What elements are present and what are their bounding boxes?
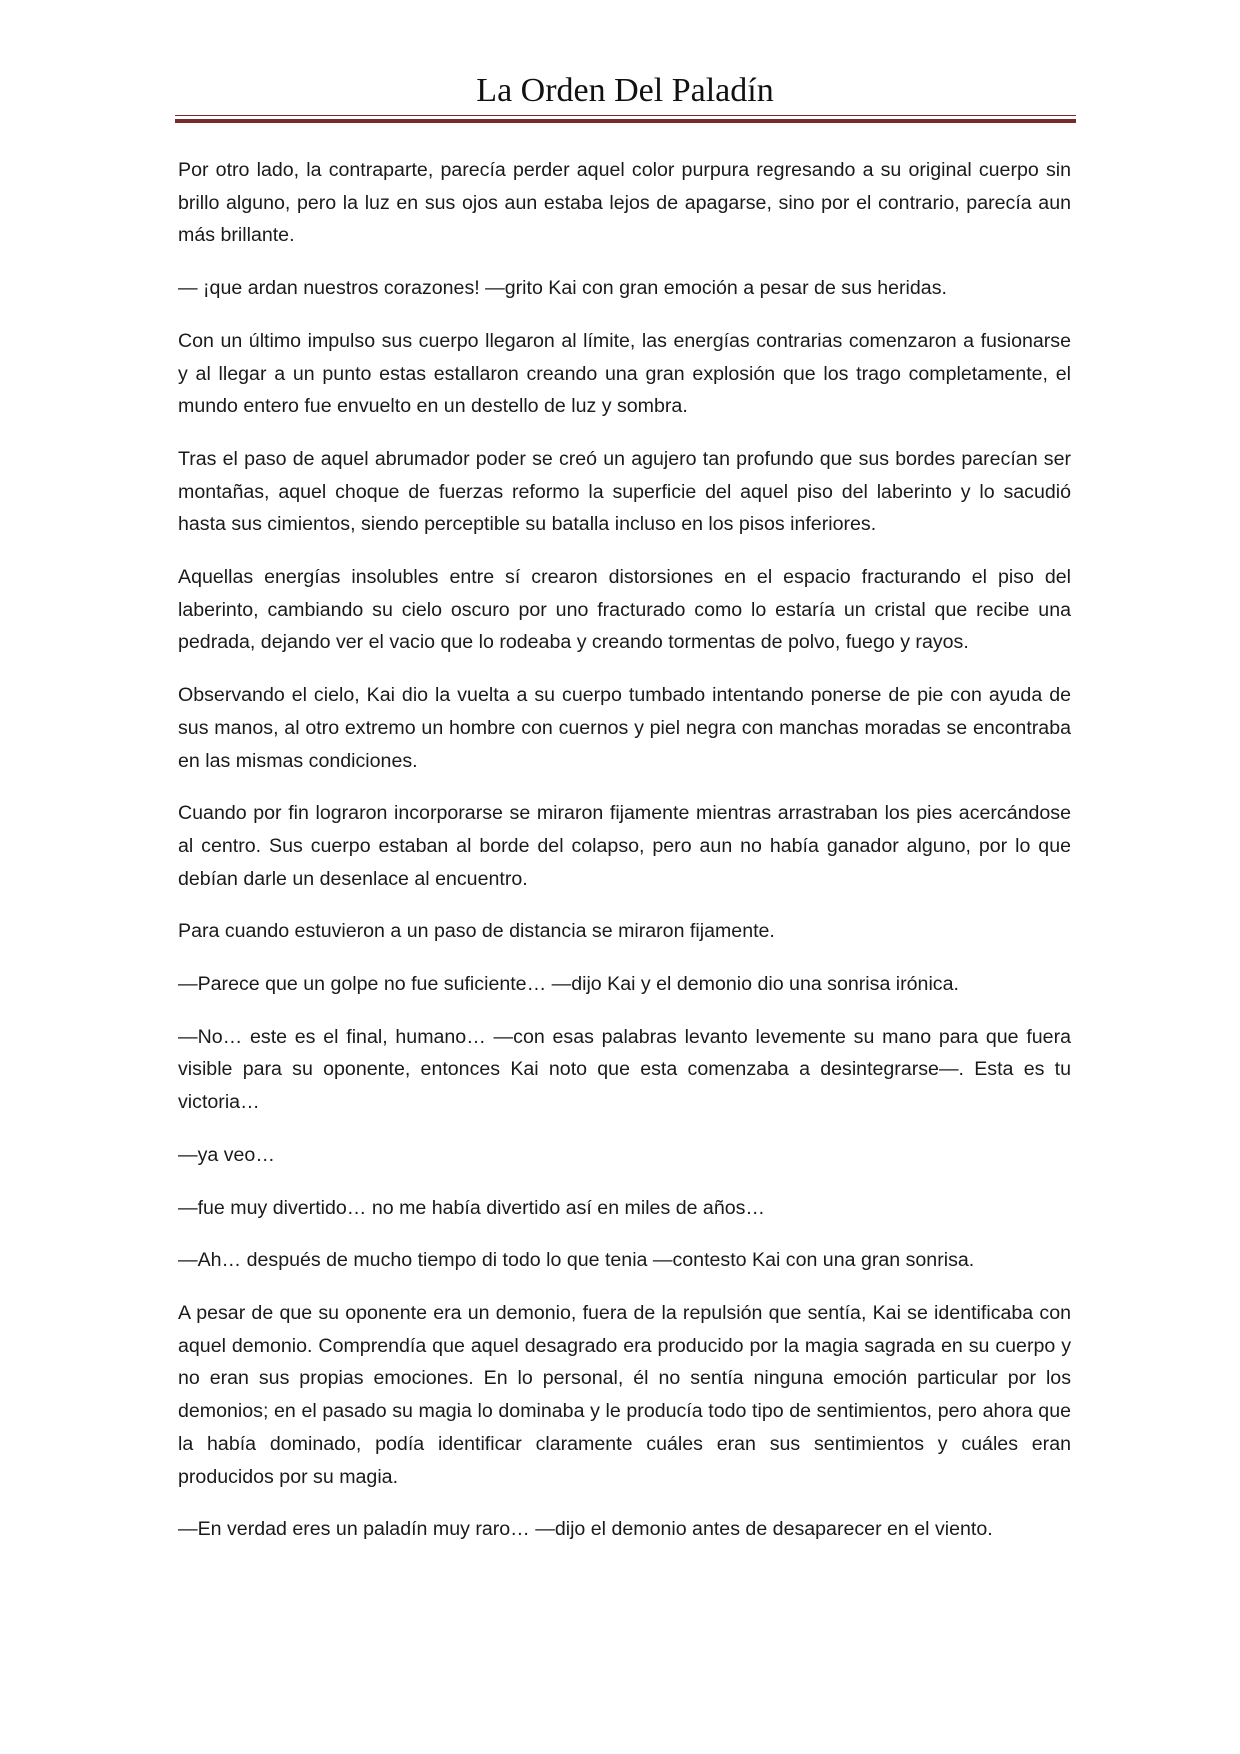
paragraph: —Ah… después de mucho tiempo di todo lo que tenia —contesto Kai con una gran sonrisa. xyxy=(178,1249,975,1272)
body-text xyxy=(178,154,1071,1566)
paragraph: Cuando por fin lograron incorporarse se miraron fijamente mientras arrastraban los pies acercándose al centro. Sus cuerpo estaban al borde del colapso, pero aun no había ganador alguno, por lo que debían darle un desenlace al encuentro. xyxy=(178,802,1071,890)
book-title: La Orden Del Paladín xyxy=(476,72,774,109)
paragraph: —En verdad eres un paladín muy raro… —dijo el demonio antes de desaparecer en el viento. xyxy=(178,1518,993,1541)
paragraph: — ¡que ardan nuestros corazones! —grito Kai con gran emoción a pesar de sus heridas. xyxy=(178,277,947,300)
paragraph: A pesar de que su oponente era un demonio, fuera de la repulsión que sentía, Kai se identificaba con aquel demonio. Comprendía que aquel desagrado era producido por la magia sagrada en su cuerpo y no eran sus propias emociones. En lo personal, él no sentía ninguna emoción particular por los demonios; en el pasado su magia lo dominaba y le producía todo tipo de sentimientos, pero ahora que la había dominado, podía identificar claramente cuáles eran sus sentimientos y cuáles eran producidos por su magia. xyxy=(178,1301,1071,1488)
header-rule-thin xyxy=(175,115,1076,116)
paragraph: —fue muy divertido… no me había divertido así en miles de años… xyxy=(178,1196,766,1219)
paragraph: Para cuando estuvieron a un paso de distancia se miraron fijamente. xyxy=(178,920,775,943)
paragraph: Observando el cielo, Kai dio la vuelta a su cuerpo tumbado intentando ponerse de pie con ayuda de sus manos, al otro extremo un hombre con cuernos y piel negra con manchas moradas se encontraba en las mismas condiciones. xyxy=(178,684,1071,772)
paragraph: Por otro lado, la contraparte, parecía perder aquel color purpura regresando a su original cuerpo sin brillo alguno, pero la luz en sus ojos aun estaba lejos de apagarse, sino por el contrario, parecía aun más brillante. xyxy=(178,159,1071,247)
paragraph: —Parece que un golpe no fue suficiente… —dijo Kai y el demonio dio una sonrisa irónica. xyxy=(178,973,959,996)
paragraph: —No… este es el final, humano… —con esas palabras levanto levemente su mano para que fuera visible para su oponente, entonces Kai noto que esta comenzaba a desintegrarse—. Esta es tu victoria… xyxy=(178,1025,1071,1114)
header-rule-thick xyxy=(175,119,1076,123)
page-header xyxy=(175,72,1075,109)
paragraph: Tras el paso de aquel abrumador poder se creó un agujero tan profundo que sus bordes parecían ser montañas, aquel choque de fuerzas reformo la superficie del aquel piso del laberinto y lo sacudió hasta sus cimientos, siendo perceptible su batalla incluso en los pisos inferiores. xyxy=(178,447,1071,536)
paragraph: Aquellas energías insolubles entre sí crearon distorsiones en el espacio fracturando el piso del laberinto, cambiando su cielo oscuro por uno fracturado como lo estaría un cristal que recibe una pedrada, dejando ver el vacio que lo rodeaba y creando tormentas de polvo, fuego y rayos. xyxy=(178,566,1071,654)
paragraph: Con un último impulso sus cuerpo llegaron al límite, las energías contrarias comenzaron a fusionarse y al llegar a un punto estas estallaron creando una gran explosión que los trago completamente, el mundo entero fue envuelto en un destello de luz y sombra. xyxy=(178,329,1071,418)
paragraph: —ya veo… xyxy=(178,1143,275,1166)
